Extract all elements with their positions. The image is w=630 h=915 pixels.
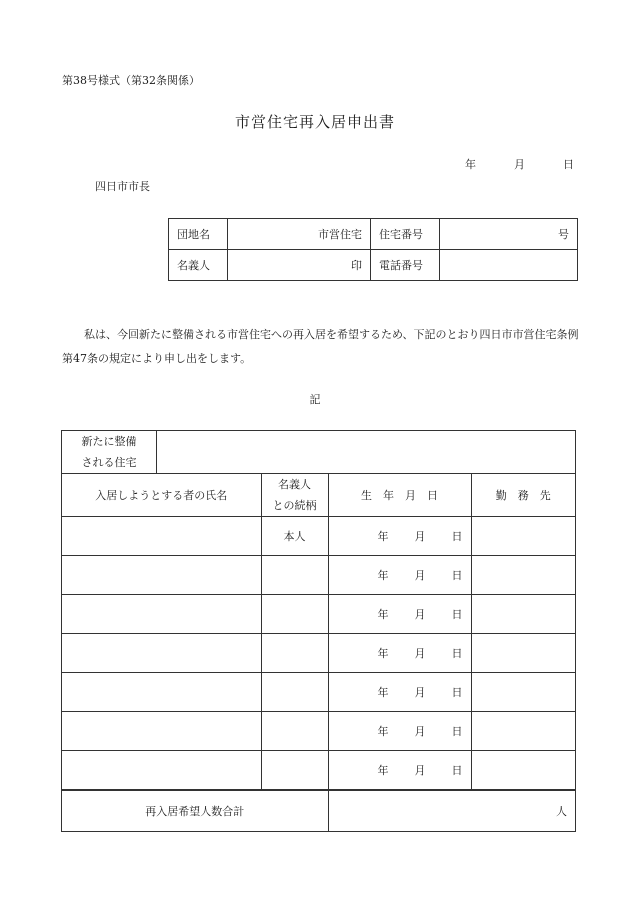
birthdate-cell[interactable]: [328, 595, 471, 634]
relation-cell[interactable]: [261, 634, 328, 673]
relation-cell[interactable]: [261, 751, 328, 791]
table-row: [62, 634, 576, 673]
birth-day-unit: 日: [451, 686, 463, 699]
table-row: [62, 712, 576, 751]
birth-month-unit: 月: [414, 764, 426, 777]
birth-day-unit: 日: [451, 647, 463, 660]
occupant-name-cell[interactable]: [62, 673, 262, 712]
complex-name-label: 団地名: [169, 219, 228, 250]
house-number-field[interactable]: 号: [440, 219, 578, 250]
birth-year-unit: 年: [377, 725, 389, 738]
occupant-name-cell[interactable]: [62, 712, 262, 751]
relation-header-line1: 名義人: [278, 478, 311, 491]
date-year: 年: [465, 158, 476, 171]
table-row: [62, 595, 576, 634]
relation-cell[interactable]: [261, 712, 328, 751]
new-house-label: [62, 431, 157, 474]
date-day: 日: [563, 158, 574, 171]
birth-day-unit: 日: [451, 569, 463, 582]
total-count-field[interactable]: 人: [328, 790, 576, 832]
birthdate-cell[interactable]: [328, 712, 471, 751]
holder-label: 名義人: [169, 250, 228, 281]
workplace-column-header: 勤 務 先: [471, 474, 576, 517]
workplace-cell[interactable]: [471, 634, 576, 673]
new-house-label-line1: 新たに整備: [81, 435, 137, 448]
workplace-cell[interactable]: [471, 751, 576, 791]
total-label: 再入居希望人数合計: [62, 790, 329, 832]
table-row: [62, 751, 576, 791]
birth-month-unit: 月: [414, 608, 426, 621]
table-row: [62, 673, 576, 712]
birth-year-unit: 年: [377, 530, 389, 543]
phone-label: 電話番号: [371, 250, 440, 281]
birthdate-cell[interactable]: [328, 634, 471, 673]
name-column-header: 入居しようとする者の氏名: [62, 474, 262, 517]
complex-name-field[interactable]: 市営住宅: [228, 219, 371, 250]
workplace-cell[interactable]: [471, 556, 576, 595]
table-row: [62, 517, 576, 556]
relation-cell[interactable]: 本人: [261, 517, 328, 556]
occupant-name-cell[interactable]: [62, 556, 262, 595]
birth-day-unit: 日: [451, 608, 463, 621]
date-month: 月: [514, 158, 525, 171]
relation-cell[interactable]: [261, 556, 328, 595]
birthdate-cell[interactable]: [328, 673, 471, 712]
birth-month-unit: 月: [414, 686, 426, 699]
workplace-cell[interactable]: [471, 712, 576, 751]
birth-day-unit: 日: [451, 530, 463, 543]
birthdate-column-header: 生 年 月 日: [328, 474, 471, 517]
birth-month-unit: 月: [414, 647, 426, 660]
birth-year-unit: 年: [377, 569, 389, 582]
addressee: 四日市市長: [95, 180, 150, 193]
occupant-name-cell[interactable]: [62, 751, 262, 791]
relation-header-line2: との続柄: [272, 499, 317, 512]
occupant-table: [61, 430, 576, 832]
request-statement: 私は、今回新たに整備される市営住宅への再入居を希望するため、下記のとおり四日市市営住宅条例第47条の規定により申し出をします。: [62, 328, 579, 365]
ki-heading: 記: [309, 393, 321, 406]
birthdate-cell[interactable]: [328, 751, 471, 791]
birthdate-cell[interactable]: [328, 517, 471, 556]
total-row: [62, 790, 576, 832]
workplace-cell[interactable]: [471, 517, 576, 556]
birth-day-unit: 日: [451, 725, 463, 738]
house-number-label: 住宅番号: [371, 219, 440, 250]
phone-field[interactable]: [440, 250, 578, 281]
document-title: 市営住宅再入居申出書: [234, 113, 395, 131]
birth-year-unit: 年: [377, 686, 389, 699]
relation-column-header: [261, 474, 328, 517]
birth-month-unit: 月: [414, 725, 426, 738]
workplace-cell[interactable]: [471, 673, 576, 712]
workplace-cell[interactable]: [471, 595, 576, 634]
table-row: [62, 556, 576, 595]
form-number: 第38号様式（第32条関係）: [62, 74, 200, 87]
birth-day-unit: 日: [451, 764, 463, 777]
birth-year-unit: 年: [377, 647, 389, 660]
birth-month-unit: 月: [414, 530, 426, 543]
birthdate-cell[interactable]: [328, 556, 471, 595]
new-house-field[interactable]: [157, 431, 576, 474]
birth-month-unit: 月: [414, 569, 426, 582]
occupant-name-cell[interactable]: [62, 595, 262, 634]
holder-name-field[interactable]: 印: [228, 250, 371, 281]
birth-year-unit: 年: [377, 764, 389, 777]
relation-cell[interactable]: [261, 595, 328, 634]
birth-year-unit: 年: [377, 608, 389, 621]
occupant-name-cell[interactable]: [62, 517, 262, 556]
occupant-name-cell[interactable]: [62, 634, 262, 673]
new-house-label-line2: される住宅: [81, 456, 137, 469]
applicant-info-table: [168, 218, 578, 281]
relation-cell[interactable]: [261, 673, 328, 712]
